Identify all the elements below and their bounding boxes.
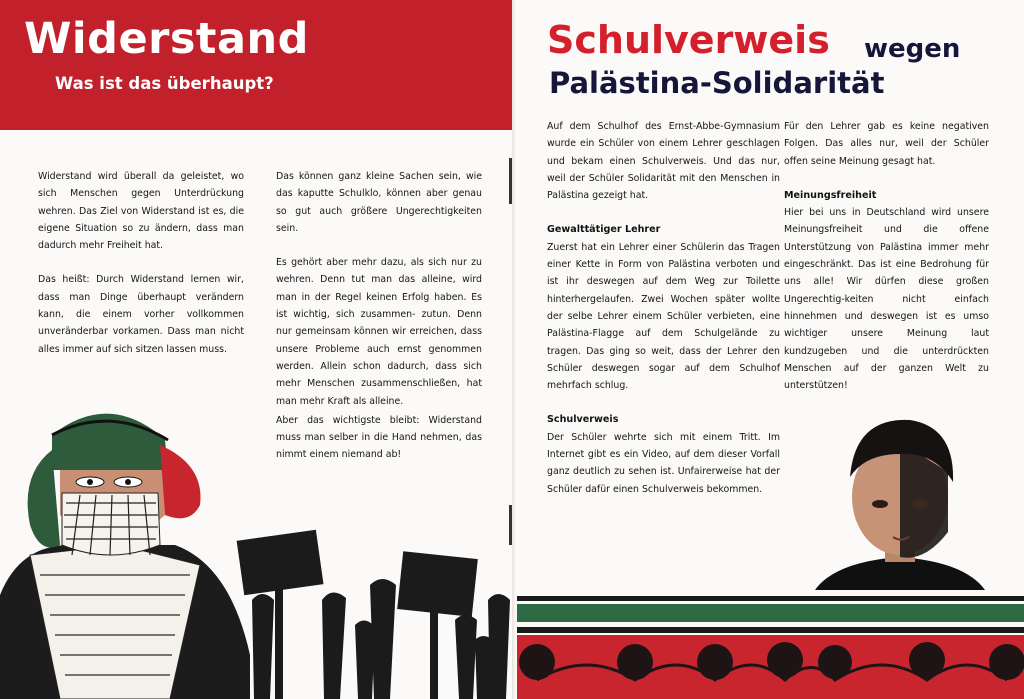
section-heading: Schulverweis <box>547 414 619 426</box>
paragraph: Hier bei uns in Deutschland wird unsere Meinungsfreiheit und die offene Unterstützung von Palästina immer mehr eingeschränkt. Das ist eine Bedrohung für uns alle! Wir dürfen diese großen Ungerechtig-keiten nicht einfach hinnehmen und deswegen ist es umso wichtiger unsere Meinung laut kundzugeben und die unterdrückten Menschen auf der ganzen Welt zu unterstützen! <box>784 207 989 392</box>
binding-mark <box>509 505 512 545</box>
keffiyeh-fighter-illustration <box>0 395 250 699</box>
paragraph: Es gehört aber mehr dazu, als sich nur zu wehren. Denn tut man das alleine, wird man in der Regel keinen Erfolg haben. Es ist wichtig, sich zusammen- zutun. Denn nur gemeinsam können wir erreichen, dass unsere Probleme auch ernst genommen werden. Allein schon dadurch, dass sich mehr Menschen zusammenschließen, hat man mehr Kraft als alleine. <box>276 257 482 407</box>
text-column-2 <box>276 168 482 481</box>
right-page <box>517 0 1024 699</box>
paragraph: Zuerst hat ein Lehrer einer Schülerin das Tragen einer Kette in Form von Palästina verboten und ist ihr deswegen auf dem Weg zur Toilette hinterhergelaufen. Zwei Wochen später wollte der selbe Lehrer einem Schüler verbieten, eine Palästina-Flagge auf dem Schulgelände zu tragen. Das ging so weit, dass der Lehrer den Schüler deswegen sogar auf dem Schulhof mehrfach schlug. <box>547 241 780 392</box>
paragraph: Aber das wichtigste bleibt: Widerstand muss man selber in die Hand nehmen, das nimmt einem niemand ab! <box>276 414 482 461</box>
section-heading: Gewalttätiger Lehrer <box>547 224 661 236</box>
binding-mark <box>509 158 512 204</box>
paragraph: Widerstand wird überall da geleistet, wo sich Menschen gegen Unterdrückung wehren. Das Ziel von Widerstand ist es, die eigene Situation so zu ändern, dass man dadurch mehr Freiheit hat. <box>38 171 244 252</box>
article-column-2 <box>784 118 989 411</box>
paragraph: Das können ganz kleine Sachen sein, wie das kaputte Schulklo, können aber genau so gut auch größere Ungerechtigkeiten sein. <box>276 171 482 234</box>
paragraph: Das heißt: Durch Widerstand lernen wir, dass man Dinge überhaupt verändern kann, die einem vorher vollkommen unveränderbar vorkamen. Dass man nicht alles immer auf sich sitzen lassen muss. <box>38 274 244 355</box>
article-column-1 <box>547 118 780 515</box>
palestine-pattern-band <box>517 590 1024 699</box>
article-title-red: Schulverweis <box>547 18 830 62</box>
boy-portrait-photo <box>805 412 995 590</box>
raised-fists-illustration <box>230 520 517 699</box>
page-subtitle: Was ist das überhaupt? <box>55 74 274 93</box>
paragraph: Der Schüler wehrte sich mit einem Tritt. Im Internet gibt es ein Video, auf dem dieser Vorfall ganz deutlich zu sehen ist. Unfairerweise hat der Schüler dafür einen Schulverweis bekommen. <box>547 431 780 495</box>
paragraph: Auf dem Schulhof des Ernst-Abbe-Gymnasium wurde ein Schüler von einem Lehrer geschlagen und bekam einen Schulverweis. Und das nur, weil der Schüler Solidarität mit den Menschen in Palästina gezeigt hat. <box>547 121 780 202</box>
paragraph: Für den Lehrer gab es keine negativen Folgen. Das alles nur, weil der Schüler offen seine Meinung gesagt hat. <box>784 121 989 167</box>
article-title-line2: Palästina-Solidarität <box>549 66 885 100</box>
section-heading: Meinungsfreiheit <box>784 189 877 201</box>
article-title-word: wegen <box>864 34 961 64</box>
text-column-1 <box>38 168 244 375</box>
page-title: Widerstand <box>24 14 309 64</box>
